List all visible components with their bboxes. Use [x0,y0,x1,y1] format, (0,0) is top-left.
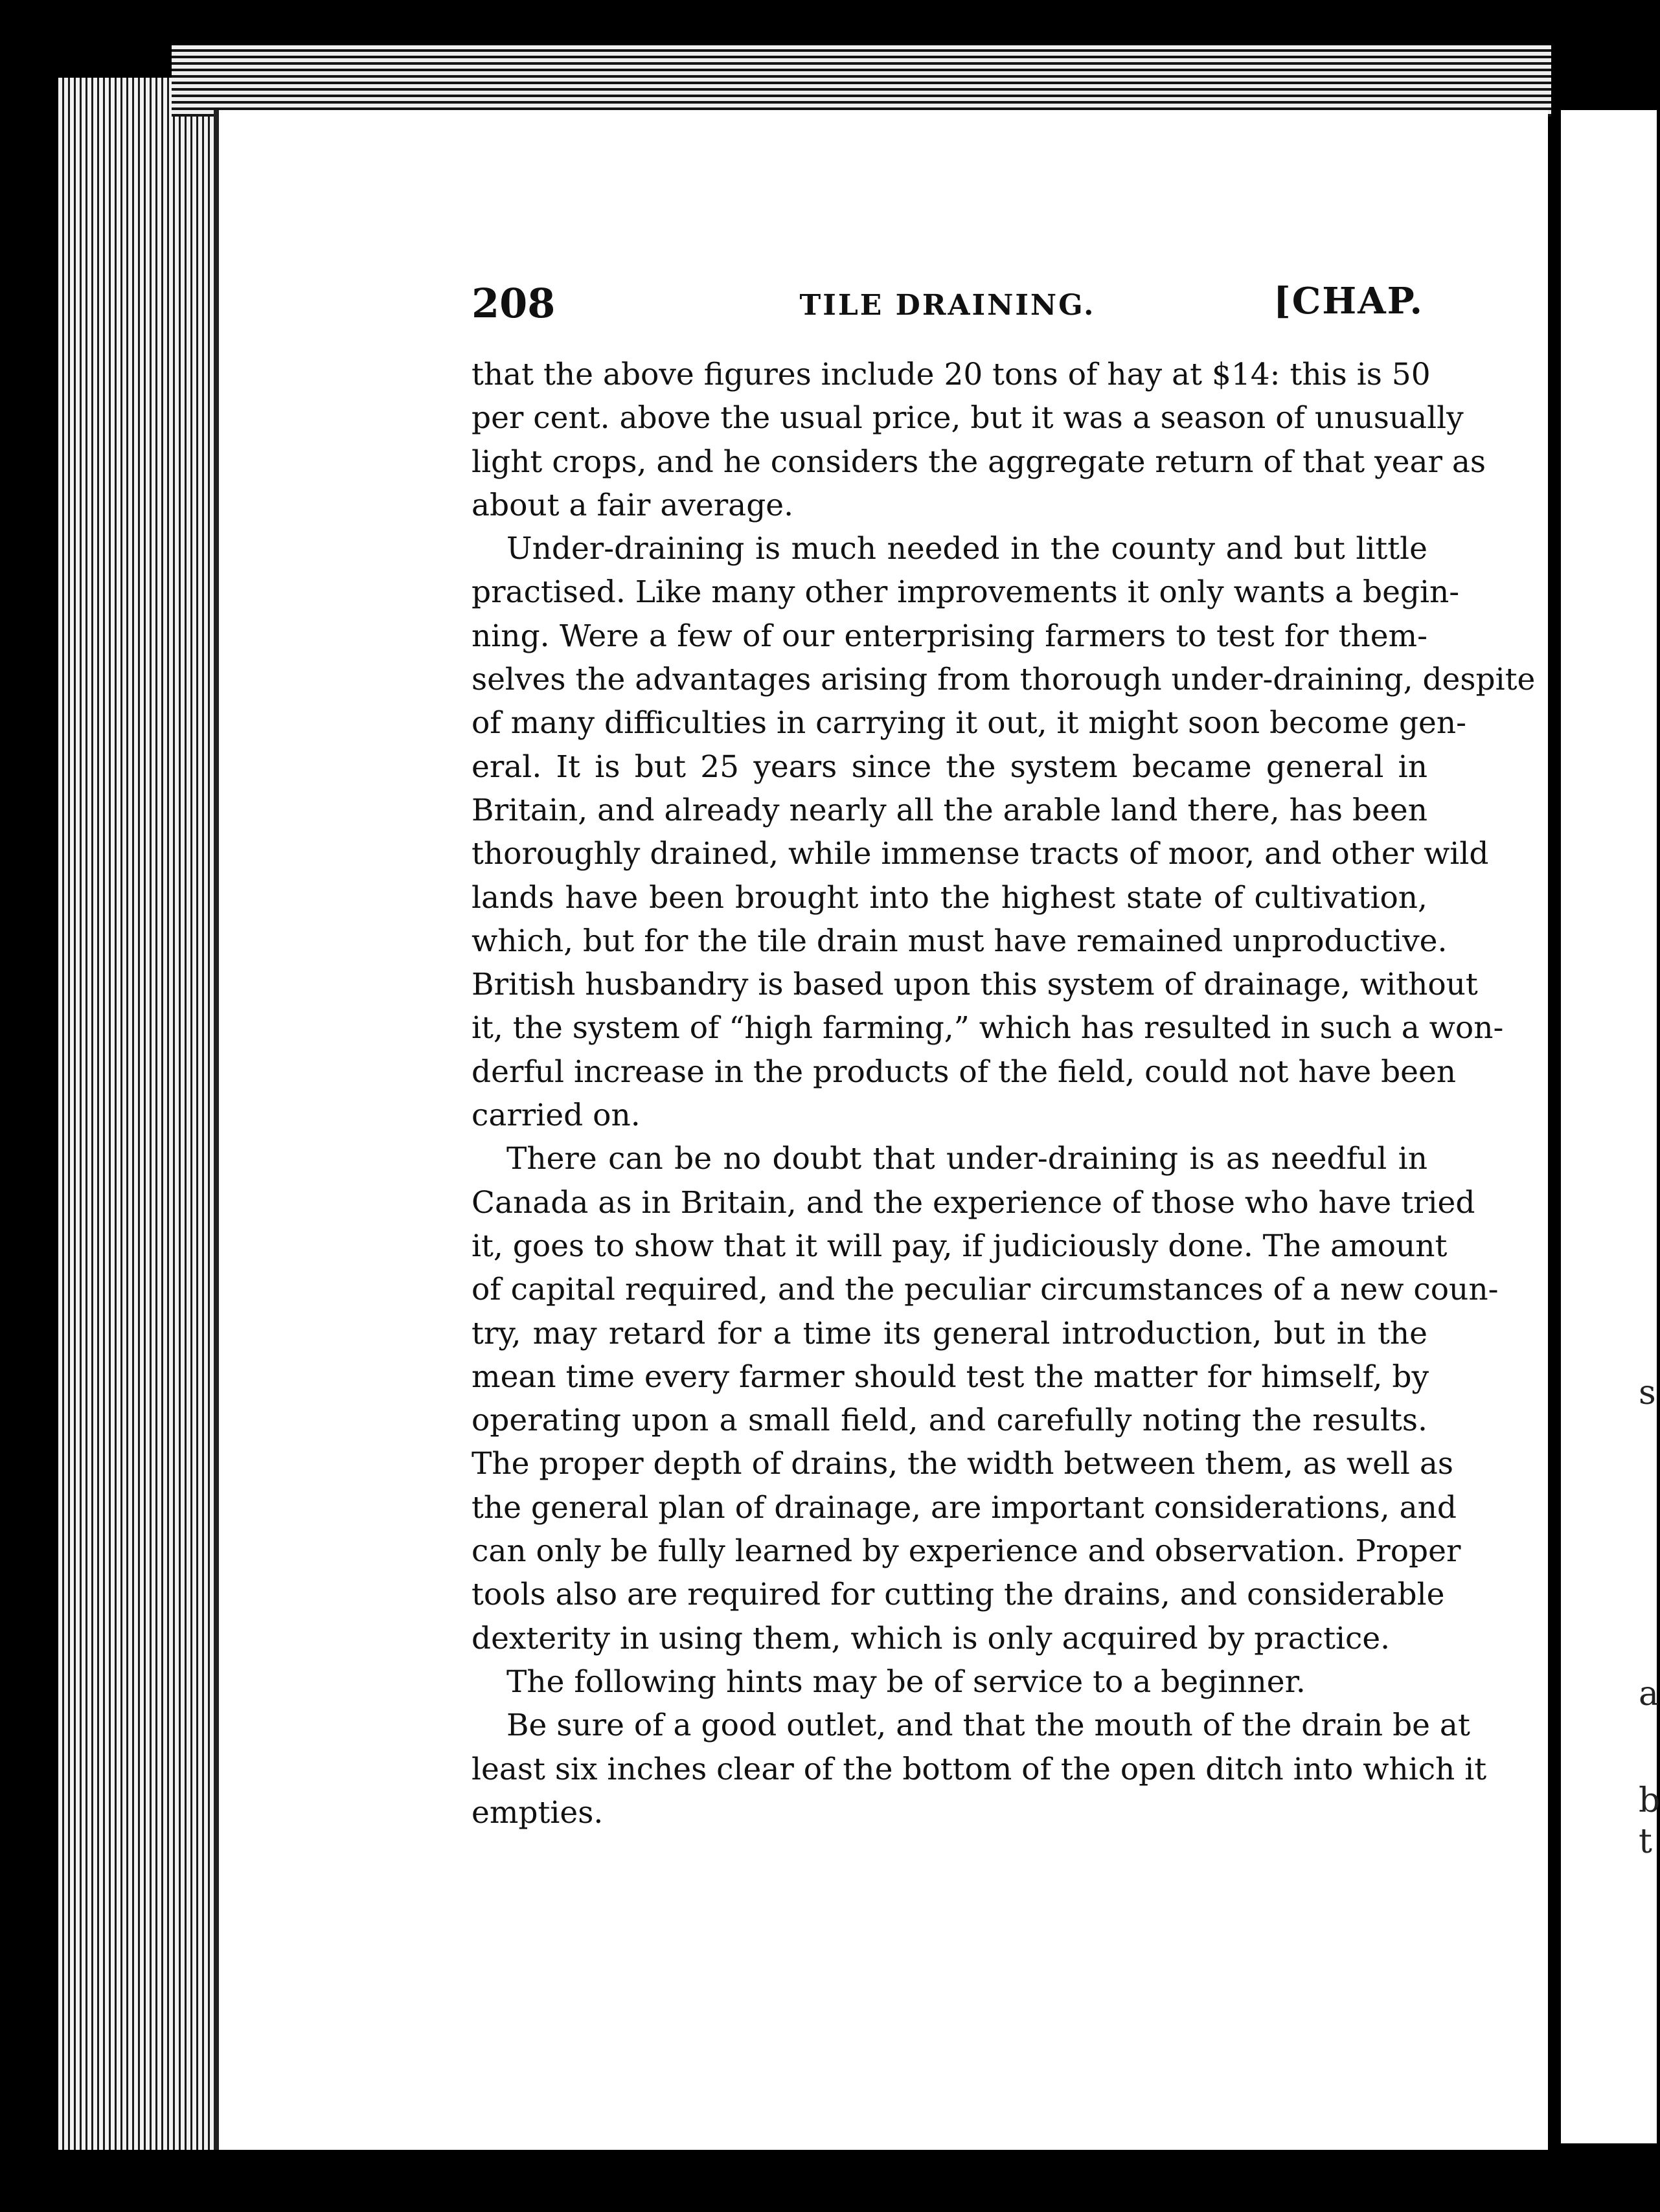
text-line: carried on. [472,1098,641,1134]
text-line: mean time every farmer should test the matter for himself, by [472,1359,1429,1395]
text-line: about a fair average. [472,487,794,523]
text-line: it, the system of “high farming,” which has resulted in such a won- [472,1010,1504,1046]
facing-page-fragment: b [1639,1781,1660,1820]
paragraph [472,1660,1427,1704]
text-line: of capital required, and the peculiar circumstances of a new coun- [472,1272,1499,1308]
text-line: operating upon a small field, and carefully noting the results. [472,1403,1427,1439]
text-line: of many difficulties in carrying it out, it might soon become gen- [472,705,1466,741]
text-line: that the above figures include 20 tons of hay at $14: this is 50 [472,357,1431,392]
paragraph [472,1704,1487,1834]
text-line: Be sure of a good outlet, and that the mouth of the drain be at [506,1708,1470,1744]
body-text [472,353,1536,1834]
text-line: Under-draining is much needed in the county and but little [506,531,1427,567]
text-line: ning. Were a few of our enterprising farmers to test for them- [472,618,1427,654]
running-head [472,280,1424,332]
text-line: which, but for the tile drain must have remained unproductive. [472,923,1448,959]
text-line: The proper depth of drains, the width between them, as well as [472,1446,1454,1482]
text-line: can only be fully learned by experience and observation. Proper [472,1533,1461,1570]
page-number: 208 [472,280,556,327]
text-line: light crops, and he considers the aggregate return of that year as [472,444,1486,480]
text-line: thoroughly drained, while immense tracts of moor, and other wild [472,836,1489,872]
text-line: selves the advantages arising from thorough under-draining, despite [472,662,1536,698]
text-line: There can be no doubt that under-draining is as needful in [506,1141,1427,1177]
text-line: lands have been brought into the highest state of cultivation, [472,879,1427,916]
text-line: practised. Like many other improvements it only wants a begin- [472,574,1460,611]
text-line: least six inches clear of the bottom of the open ditch into which it [472,1751,1487,1787]
text-line: The following hints may be of service to a beginner. [506,1664,1306,1700]
book-page-edges [58,78,227,2150]
facing-page-fragment: t [1639,1822,1652,1861]
running-title: TILE DRAINING. [799,289,1096,322]
text-line: eral. It is but 25 years since the system became general in [472,749,1427,785]
facing-page-fragment: s [1639,1373,1656,1412]
text-line: Canada as in Britain, and the experience of those who have tried [472,1184,1475,1221]
paragraph [472,353,1486,527]
text-line: Britain, and already nearly all the arable land there, has been [472,792,1427,828]
text-line: try, may retard for a time its general introduction, but in the [472,1315,1427,1351]
facing-page-fragment: a [1639,1675,1659,1713]
text-line: British husbandry is based upon this system of drainage, without [472,967,1478,1003]
text-line: it, goes to show that it will pay, if judiciously done. The amount [472,1228,1448,1264]
chapter-label: [CHAP. [1273,280,1424,322]
text-line: per cent. above the usual price, but it was a season of unusually [472,400,1464,436]
text-line: the general plan of drainage, are important considerations, and [472,1489,1457,1526]
text-line: empties. [472,1794,604,1831]
book-top-edges [172,45,1551,117]
text-line: derful increase in the products of the field, could not have been [472,1054,1457,1090]
text-line: dexterity in using them, which is only acquired by practice. [472,1620,1391,1656]
paragraph [472,527,1536,1137]
paragraph [472,1137,1499,1660]
text-line: tools also are required for cutting the drains, and considerable [472,1577,1445,1613]
